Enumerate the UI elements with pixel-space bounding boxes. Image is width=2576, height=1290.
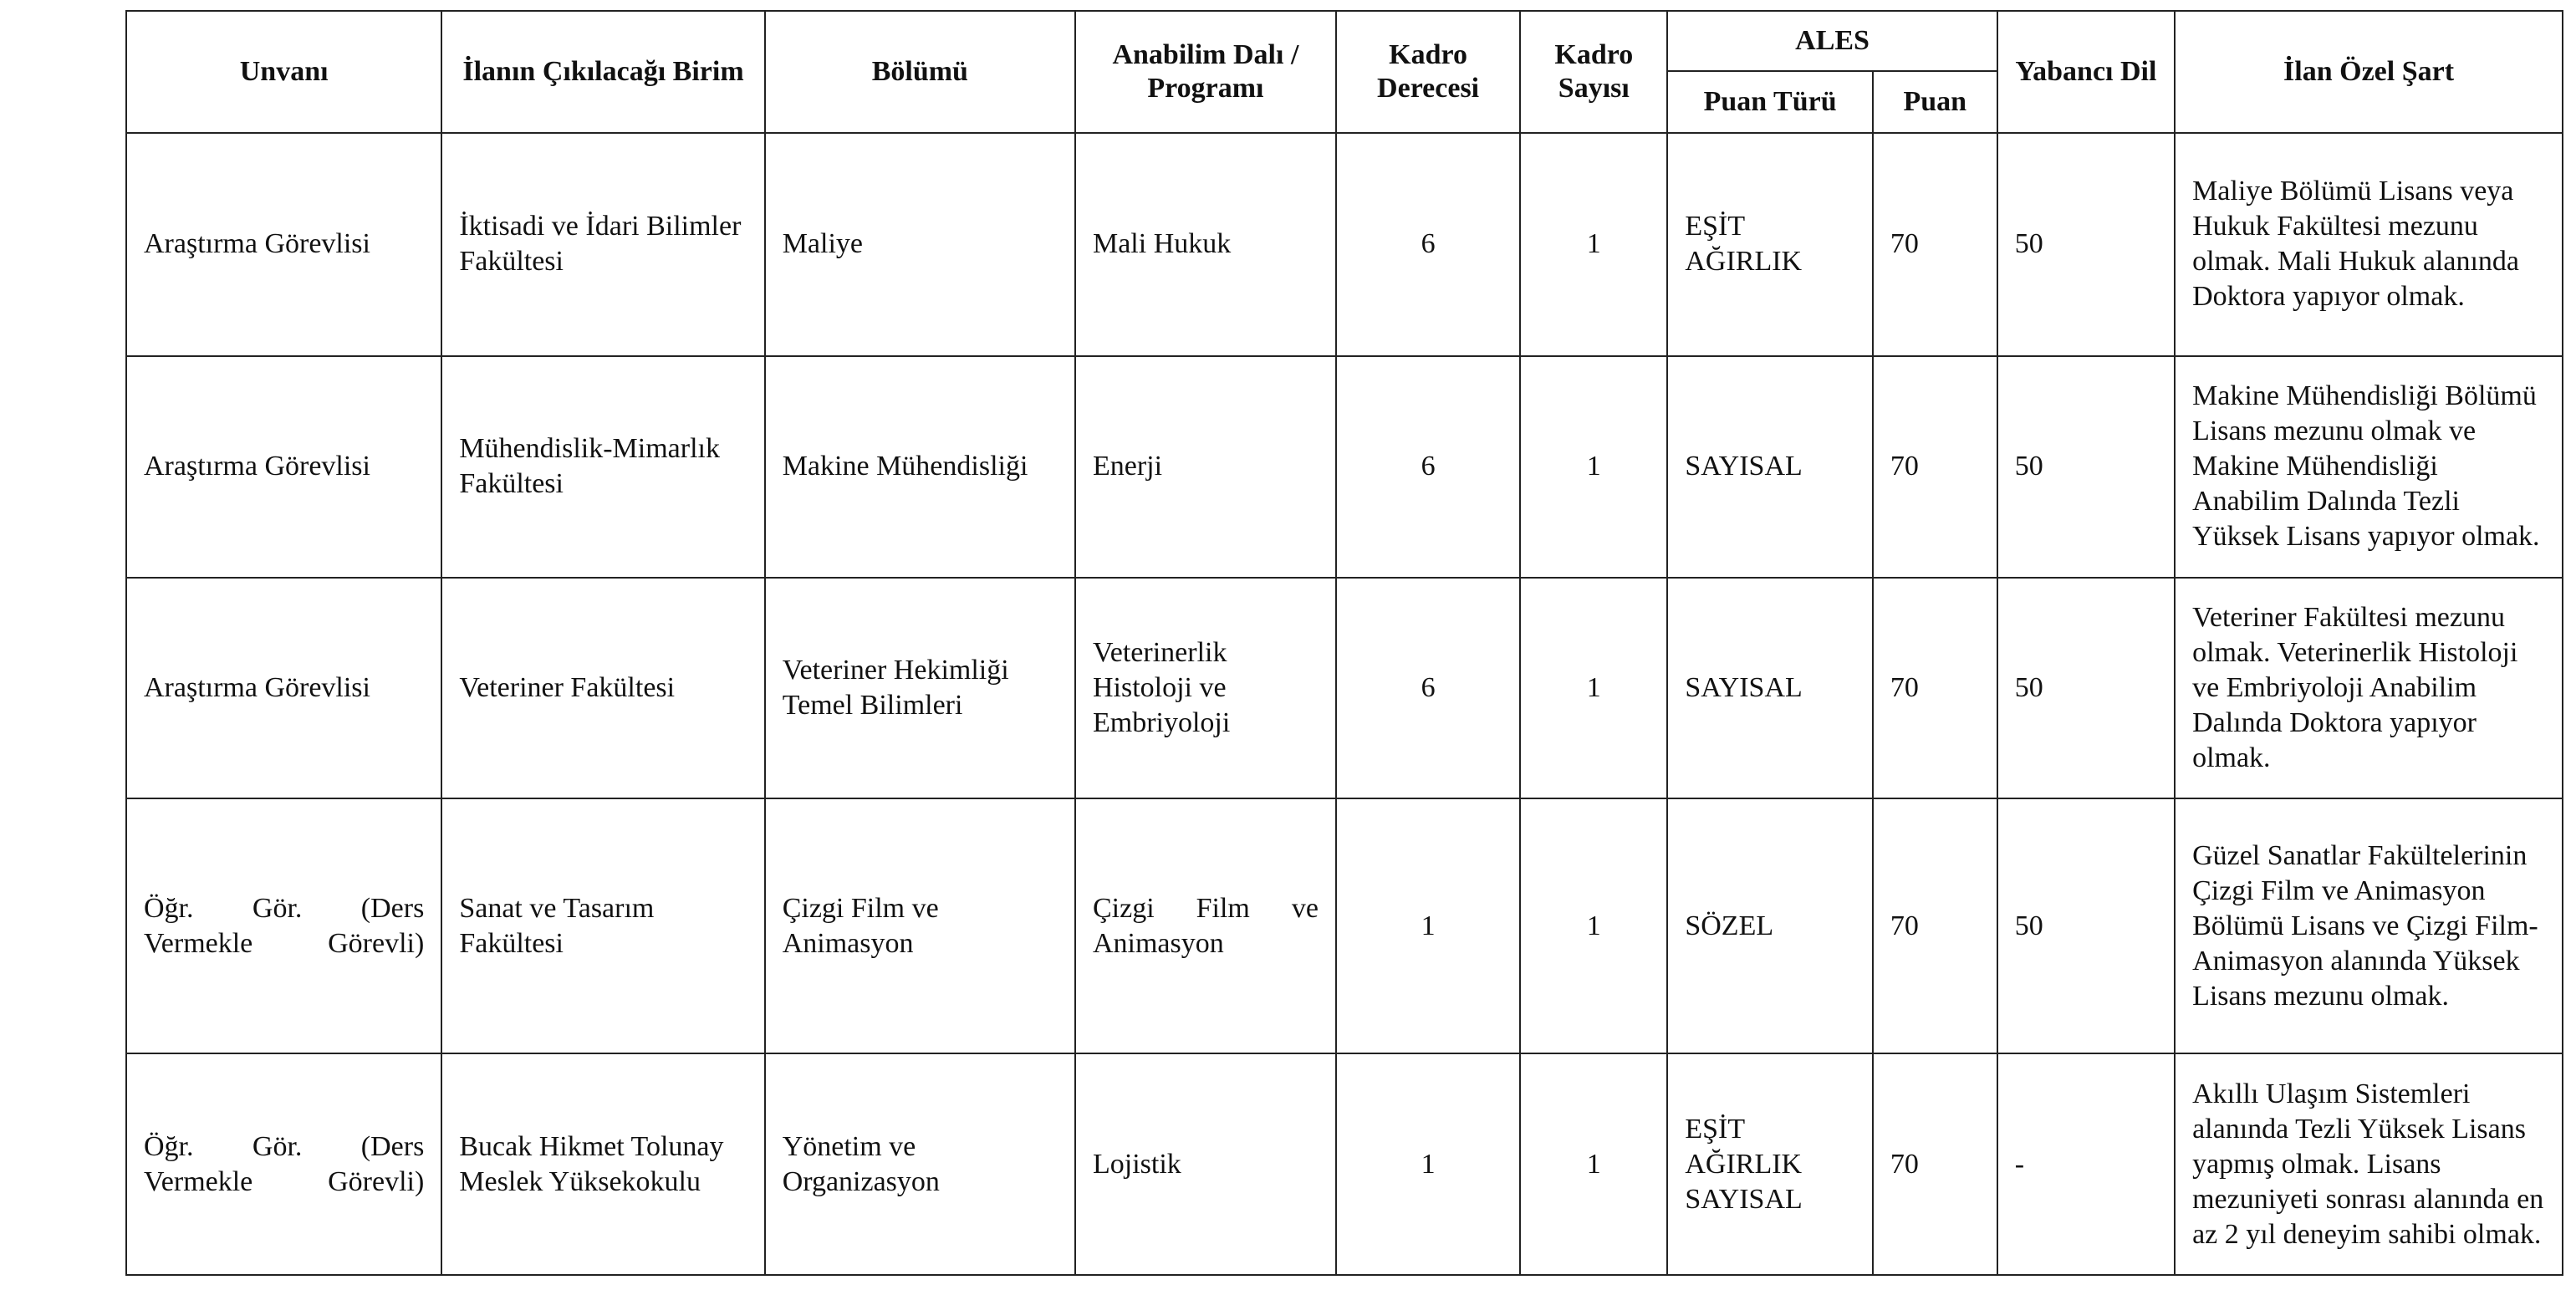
table-row <box>126 133 2563 356</box>
ilan-table <box>125 10 2563 1276</box>
cell-bolumu: Maliye <box>765 133 1075 356</box>
header-ales: ALES <box>1667 11 1997 71</box>
cell-bolumu: Çizgi Film ve Animasyon <box>765 798 1075 1053</box>
cell-puan: 70 <box>1873 133 1997 356</box>
cell-yabanci-dil: 50 <box>1997 356 2175 578</box>
table-row <box>126 798 2563 1053</box>
cell-puan-turu: SAYISAL <box>1667 356 1873 578</box>
header-kadro-derecesi: Kadro Derecesi <box>1336 11 1520 133</box>
header-kadro-sayisi: Kadro Sayısı <box>1520 11 1667 133</box>
cell-ozel-sart: Maliye Bölümü Lisans veya Hukuk Fakültesi mezunu olmak. Mali Hukuk alanında Doktora yapıyor olmak. <box>2175 133 2563 356</box>
table-row <box>126 1053 2563 1275</box>
cell-anabilim: Enerji <box>1075 356 1336 578</box>
header-puan-turu: Puan Türü <box>1667 71 1873 133</box>
table-row <box>126 578 2563 799</box>
cell-kadro-derecesi: 6 <box>1336 133 1520 356</box>
cell-puan: 70 <box>1873 1053 1997 1275</box>
cell-unvani: Araştırma Görevlisi <box>126 356 441 578</box>
header-yabanci-dil: Yabancı Dil <box>1997 11 2175 133</box>
cell-puan-turu: SAYISAL <box>1667 578 1873 799</box>
cell-birim: Bucak Hikmet Tolunay Meslek Yüksekokulu <box>441 1053 764 1275</box>
cell-yabanci-dil: 50 <box>1997 798 2175 1053</box>
cell-birim: Sanat ve Tasarım Fakültesi <box>441 798 764 1053</box>
cell-kadro-sayisi: 1 <box>1520 133 1667 356</box>
cell-kadro-sayisi: 1 <box>1520 1053 1667 1275</box>
cell-kadro-sayisi: 1 <box>1520 578 1667 799</box>
cell-ozel-sart: Güzel Sanatlar Fakültelerinin Çizgi Film ve Animasyon Bölümü Lisans ve Çizgi Film-Animasyon alanında Yüksek Lisans mezunu olmak. <box>2175 798 2563 1053</box>
cell-anabilim: Mali Hukuk <box>1075 133 1336 356</box>
cell-ozel-sart: Makine Mühendisliği Bölümü Lisans mezunu olmak ve Makine Mühendisliği Anabilim Dalında Tezli Yüksek Lisans yapıyor olmak. <box>2175 356 2563 578</box>
cell-kadro-derecesi: 6 <box>1336 578 1520 799</box>
cell-kadro-sayisi: 1 <box>1520 798 1667 1053</box>
cell-birim: İktisadi ve İdari Bilimler Fakültesi <box>441 133 764 356</box>
header-unvani: Unvanı <box>126 11 441 133</box>
cell-bolumu: Makine Mühendisliği <box>765 356 1075 578</box>
cell-anabilim: Lojistik <box>1075 1053 1336 1275</box>
cell-puan-turu: EŞİT AĞIRLIK <box>1667 133 1873 356</box>
cell-puan: 70 <box>1873 798 1997 1053</box>
cell-anabilim: Çizgi Film ve Animasyon <box>1075 798 1336 1053</box>
cell-puan-turu: EŞİT AĞIRLIK SAYISAL <box>1667 1053 1873 1275</box>
cell-birim: Mühendislik-Mimarlık Fakültesi <box>441 356 764 578</box>
cell-bolumu: Veteriner Hekimliği Temel Bilimleri <box>765 578 1075 799</box>
cell-unvani: Araştırma Görevlisi <box>126 133 441 356</box>
cell-unvani: Araştırma Görevlisi <box>126 578 441 799</box>
table-row <box>126 356 2563 578</box>
header-bolumu: Bölümü <box>765 11 1075 133</box>
cell-anabilim: Veterinerlik Histoloji ve Embriyoloji <box>1075 578 1336 799</box>
cell-kadro-derecesi: 1 <box>1336 1053 1520 1275</box>
cell-puan: 70 <box>1873 356 1997 578</box>
cell-unvani: Öğr. Gör. (Ders Vermekle Görevli) <box>126 1053 441 1275</box>
cell-yabanci-dil: 50 <box>1997 578 2175 799</box>
cell-puan-turu: SÖZEL <box>1667 798 1873 1053</box>
header-birim: İlanın Çıkılacağı Birim <box>441 11 764 133</box>
header-ozel-sart: İlan Özel Şart <box>2175 11 2563 133</box>
header-anabilim: Anabilim Dalı / Programı <box>1075 11 1336 133</box>
cell-birim: Veteriner Fakültesi <box>441 578 764 799</box>
cell-unvani: Öğr. Gör. (Ders Vermekle Görevli) <box>126 798 441 1053</box>
cell-ozel-sart: Veteriner Fakültesi mezunu olmak. Veterinerlik Histoloji ve Embriyoloji Anabilim Dalında Doktora yapıyor olmak. <box>2175 578 2563 799</box>
cell-yabanci-dil: - <box>1997 1053 2175 1275</box>
cell-bolumu: Yönetim ve Organizasyon <box>765 1053 1075 1275</box>
cell-kadro-sayisi: 1 <box>1520 356 1667 578</box>
cell-puan: 70 <box>1873 578 1997 799</box>
cell-kadro-derecesi: 6 <box>1336 356 1520 578</box>
header-puan: Puan <box>1873 71 1997 133</box>
cell-yabanci-dil: 50 <box>1997 133 2175 356</box>
cell-ozel-sart: Akıllı Ulaşım Sistemleri alanında Tezli Yüksek Lisans yapmış olmak. Lisans mezuniyeti sonrası alanında en az 2 yıl deneyim sahibi olmak. <box>2175 1053 2563 1275</box>
cell-kadro-derecesi: 1 <box>1336 798 1520 1053</box>
